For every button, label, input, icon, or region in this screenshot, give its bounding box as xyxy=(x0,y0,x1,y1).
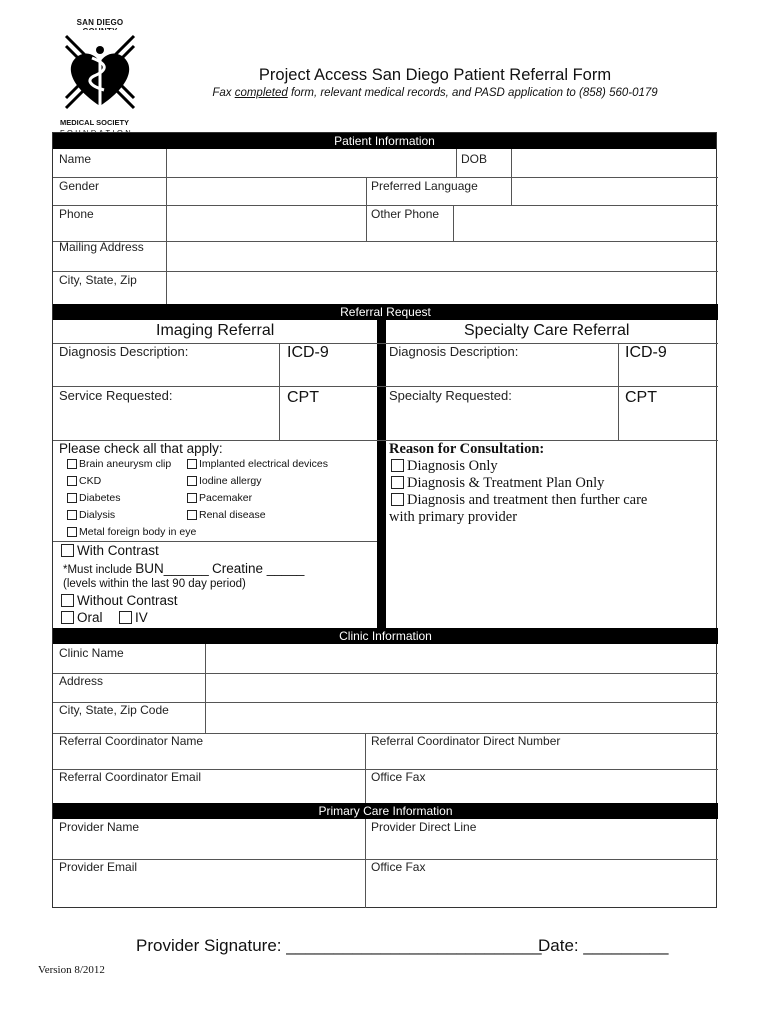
condition-label: CKD xyxy=(79,475,102,487)
logo-top-text: SAN DIEGO xyxy=(76,18,124,27)
name-label: Name xyxy=(59,152,92,166)
checkbox[interactable] xyxy=(187,510,197,520)
checkbox[interactable] xyxy=(187,459,197,469)
iv-option[interactable] xyxy=(119,610,148,625)
reason-label: Diagnosis & Treatment Plan Only xyxy=(407,475,605,491)
icd9-label-imaging: ICD-9 xyxy=(287,344,329,361)
patient-info-bar: Patient Information xyxy=(53,133,716,149)
condition-label: Metal foreign body in eye xyxy=(79,526,197,538)
icd9-label-specialty: ICD-9 xyxy=(625,344,667,361)
form-title: Project Access San Diego Patient Referral Form xyxy=(258,66,612,84)
checkbox[interactable] xyxy=(67,459,77,469)
diagnosis-description-label: Diagnosis Description: xyxy=(59,344,189,359)
caduceus-heart-icon xyxy=(60,28,140,116)
checkbox[interactable] xyxy=(119,611,132,624)
mailing-address-label: Mailing Address xyxy=(59,240,144,254)
referral-request-bar: Referral Request xyxy=(53,304,718,320)
specialty-care-heading: Specialty Care Referral xyxy=(464,322,630,339)
reason-label: Diagnosis Only xyxy=(407,458,498,474)
condition-label: Renal disease xyxy=(199,509,266,521)
checkbox[interactable] xyxy=(61,544,74,557)
pcp-office-fax-label: Office Fax xyxy=(371,860,426,874)
form-instructions xyxy=(150,87,720,99)
levels-note: (levels within the last 90 day period) xyxy=(63,578,246,590)
condition-label: Brain aneurysm clip xyxy=(79,458,172,470)
oral-label: Oral xyxy=(77,610,103,625)
checkbox[interactable] xyxy=(67,510,77,520)
phone-label: Phone xyxy=(59,207,94,221)
condition-renal-disease[interactable] xyxy=(187,509,266,521)
preferred-language-label: Preferred Language xyxy=(371,179,478,193)
imaging-referral-heading: Imaging Referral xyxy=(156,322,275,339)
without-contrast-option[interactable] xyxy=(61,593,178,608)
clinic-office-fax-label: Office Fax xyxy=(371,770,426,784)
provider-direct-line-label: Provider Direct Line xyxy=(371,820,477,834)
condition-pacemaker[interactable] xyxy=(187,492,252,504)
checkbox[interactable] xyxy=(391,476,404,489)
creatine-field: Creatine _____ xyxy=(212,561,305,576)
condition-label: Implanted electrical devices xyxy=(199,458,328,470)
reason-further-care[interactable] xyxy=(391,492,647,509)
oral-option[interactable] xyxy=(61,610,103,625)
provider-signature-line: Provider Signature: ___________________________ xyxy=(136,936,542,955)
version-note: Version 8/2012 xyxy=(38,964,105,976)
checkbox[interactable] xyxy=(391,459,404,472)
instructions-prefix: Fax xyxy=(212,87,235,99)
coordinator-number-label: Referral Coordinator Direct Number xyxy=(371,734,561,748)
condition-label: Pacemaker xyxy=(199,492,253,504)
gender-label: Gender xyxy=(59,179,100,193)
reason-heading: Reason for Consultation: xyxy=(389,441,545,457)
service-requested-label: Service Requested: xyxy=(59,388,173,403)
checkbox[interactable] xyxy=(61,594,74,607)
logo-mid-text: MEDICAL SOCIETY xyxy=(60,118,130,127)
cpt-label-specialty: CPT xyxy=(625,389,657,406)
dob-label: DOB xyxy=(461,152,488,166)
check-all-label: Please check all that apply: xyxy=(59,441,223,456)
city-state-zip-label: City, State, Zip xyxy=(59,273,137,287)
foundation-logo xyxy=(60,18,140,127)
diagnosis-description-label-specialty: Diagnosis Description: xyxy=(389,344,519,359)
provider-email-label: Provider Email xyxy=(59,860,138,874)
clinic-city-state-zip-label: City, State, Zip Code xyxy=(59,703,169,717)
instructions-underlined: completed xyxy=(234,87,288,99)
specialty-requested-label: Specialty Requested: xyxy=(389,388,512,403)
condition-brain-aneurysm[interactable] xyxy=(67,458,171,470)
clinic-name-label: Clinic Name xyxy=(59,646,124,660)
instructions-suffix: form, relevant medical records, and PASD application to (858) 560-0179 xyxy=(287,87,658,99)
reason-continuation: with primary provider xyxy=(389,509,518,525)
reason-diagnosis-treatment[interactable] xyxy=(391,475,604,492)
condition-metal-foreign-body[interactable] xyxy=(67,526,196,538)
date-line: Date: _________ xyxy=(538,936,669,955)
checkbox[interactable] xyxy=(187,493,197,503)
primary-care-bar: Primary Care Information xyxy=(53,803,718,819)
other-phone-label: Other Phone xyxy=(371,207,440,221)
checkbox[interactable] xyxy=(67,493,77,503)
checkbox[interactable] xyxy=(391,493,404,506)
condition-label: Iodine allergy xyxy=(199,475,262,487)
clinic-info-bar: Clinic Information xyxy=(53,628,718,644)
referral-form xyxy=(52,132,717,908)
with-contrast-option[interactable] xyxy=(61,543,159,558)
bun-field: BUN______ xyxy=(135,561,209,576)
checkbox[interactable] xyxy=(67,527,77,537)
reason-diagnosis-only[interactable] xyxy=(391,458,498,475)
with-contrast-label: With Contrast xyxy=(77,543,159,558)
iv-label: IV xyxy=(135,610,148,625)
condition-label: Diabetes xyxy=(79,492,121,504)
checkbox[interactable] xyxy=(187,476,197,486)
provider-name-label: Provider Name xyxy=(59,820,140,834)
coordinator-email-label: Referral Coordinator Email xyxy=(59,770,202,784)
condition-ckd[interactable] xyxy=(67,475,101,487)
reason-label: Diagnosis and treatment then further care xyxy=(407,492,648,508)
without-contrast-label: Without Contrast xyxy=(77,593,178,608)
must-include-label: *Must include xyxy=(63,564,133,576)
clinic-address-label: Address xyxy=(59,674,104,688)
checkbox[interactable] xyxy=(67,476,77,486)
condition-implanted-devices[interactable] xyxy=(187,458,328,470)
condition-dialysis[interactable] xyxy=(67,509,115,521)
condition-label: Dialysis xyxy=(79,509,116,521)
checkbox[interactable] xyxy=(61,611,74,624)
condition-diabetes[interactable] xyxy=(67,492,120,504)
cpt-label-imaging: CPT xyxy=(287,389,319,406)
condition-iodine-allergy[interactable] xyxy=(187,475,261,487)
lab-requirement xyxy=(63,561,304,576)
coordinator-name-label: Referral Coordinator Name xyxy=(59,734,204,748)
